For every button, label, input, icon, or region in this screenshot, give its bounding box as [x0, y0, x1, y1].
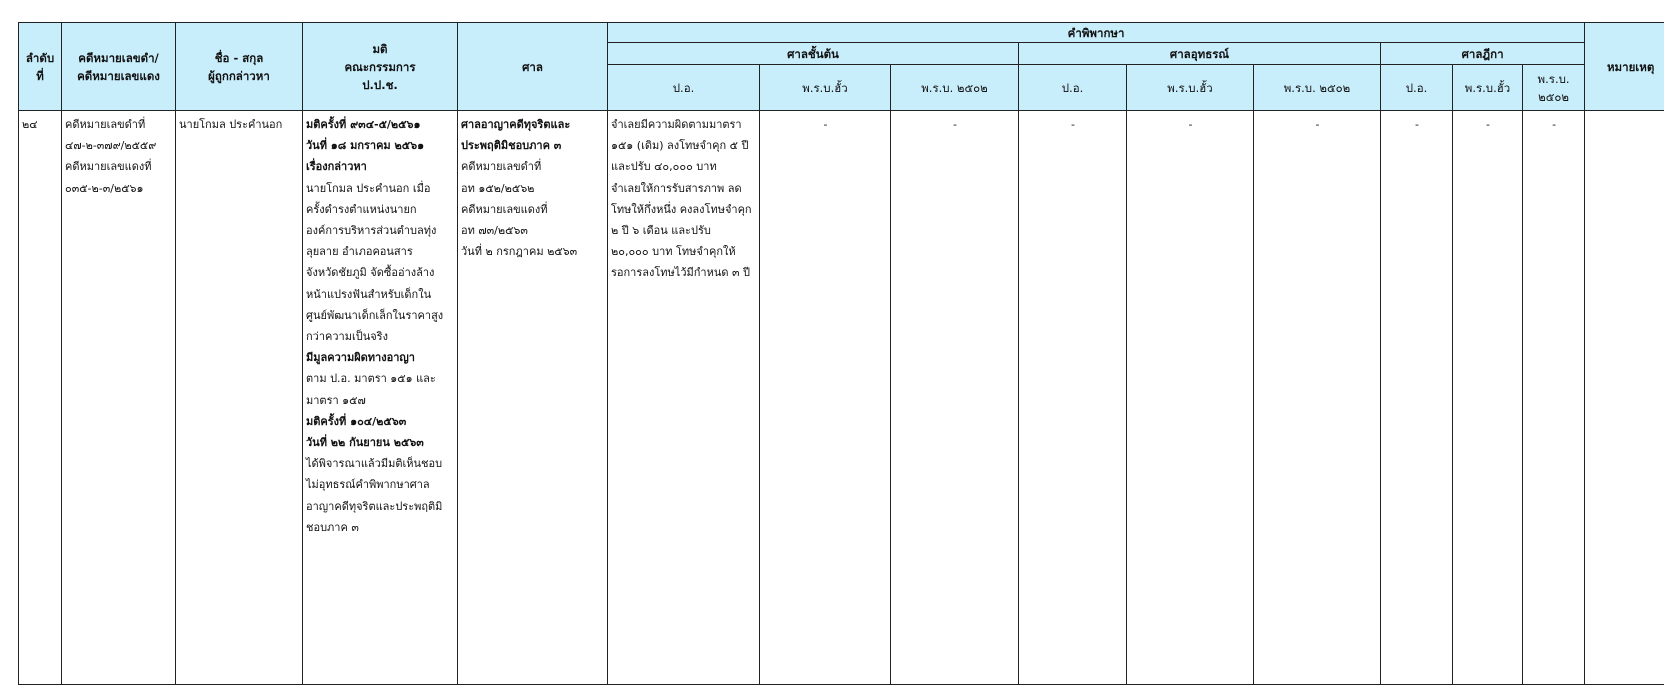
- header-first-po: ป.อ.: [608, 65, 760, 111]
- resolution-line: มีมูลความผิดทางอาญา: [306, 351, 415, 365]
- court-line: คดีหมายเลขดำที่: [461, 160, 542, 174]
- table-row: [19, 111, 1664, 685]
- header-appeal-pr-2502: พ.ร.บ. ๒๕๐๒: [1254, 65, 1381, 111]
- cell-resolution: [303, 111, 458, 685]
- resolution-line: ครั้งดำรงตำแหน่งนายก: [306, 202, 417, 216]
- cell-appeal-po: -: [1019, 111, 1127, 685]
- court-line: ศาลอาญาคดีทุจริตและ: [461, 118, 571, 131]
- cell-appeal-pr-2502: -: [1254, 111, 1381, 685]
- resolution-line: จังหวัดชัยภูมิ จัดซื้ออ่างล้าง: [306, 266, 435, 280]
- resolution-line: ศูนย์พัฒนาเด็กเล็กในราคาสูง: [306, 308, 444, 322]
- resolution-line: นายโกมล ประคำนอก เมื่อ: [306, 181, 431, 195]
- header-supreme-pr-2502: พ.ร.บ. ๒๕๐๒: [1523, 65, 1585, 111]
- resolution-line: วันที่ ๒๒ กันยายน ๒๕๖๓: [306, 436, 424, 450]
- header-resolution: มติ คณะกรรมการ ป.ป.ช.: [303, 23, 458, 111]
- header-appeal: ศาลอุทธรณ์: [1019, 43, 1381, 65]
- cell-appeal-pr-bu: -: [1127, 111, 1254, 685]
- resolution-line: เรื่องกล่าวหา: [306, 160, 367, 174]
- resolution-line: องค์การบริหารส่วนตำบลทุ่ง: [306, 224, 437, 238]
- header-judgment: คำพิพากษา: [608, 23, 1585, 43]
- judgment-table: [18, 22, 1664, 685]
- resolution-line: อาญาคดีทุจริตและประพฤติมิ: [306, 499, 443, 513]
- cell-supreme-pr-2502: -: [1523, 111, 1585, 685]
- court-line: อท ๗๓/๒๕๖๓: [461, 224, 528, 238]
- header-first-pr-2502: พ.ร.บ. ๒๕๐๒: [891, 65, 1019, 111]
- cell-first-pr-bu: -: [760, 111, 891, 685]
- header-first-instance: ศาลชั้นต้น: [608, 43, 1019, 65]
- resolution-line: มติครั้งที่ ๙๓๔-๕/๒๕๖๑: [306, 118, 421, 131]
- cell-name: นายโกมล ประคำนอก: [176, 111, 303, 685]
- cell-case-no: คดีหมายเลขดำที่ ๔๗-๒-๓๗๙/๒๕๕๙ คดีหมายเลขแดงที่ ๐๓๕-๒-๓/๒๕๖๑: [62, 111, 176, 685]
- header-remarks: หมายเหตุ: [1585, 23, 1664, 111]
- cell-first-po: จำเลยมีความผิดตามมาตรา ๑๕๑ (เดิม) ลงโทษจำคุก ๕ ปี และปรับ ๔๐,๐๐๐ บาท จำเลยให้การรับสารภาพ ลด โทษให้กึ่งหนึ่ง คงลงโทษจำคุก ๒ ปี ๖ เดือน และปรับ ๒๐,๐๐๐ บาท โทษจำคุกให้ รอการลงโทษไว้มีกำหนด ๓ ปี: [608, 111, 760, 685]
- resolution-line: ตาม ป.อ. มาตรา ๑๕๑ และ: [306, 372, 436, 386]
- header-name: ชื่อ - สกุล ผู้ถูกกล่าวหา: [176, 23, 303, 111]
- court-line: อท ๑๕๒/๒๕๖๒: [461, 181, 535, 195]
- header-first-pr-bu: พ.ร.บ.ฮั้ว: [760, 65, 891, 111]
- resolution-line: มาตรา ๑๕๗: [306, 393, 366, 407]
- resolution-line: ไม่อุทธรณ์คำพิพากษาศาล: [306, 478, 430, 492]
- header-supreme: ศาลฎีกา: [1381, 43, 1585, 65]
- cell-seq: ๒๔: [19, 111, 62, 685]
- court-line: คดีหมายเลขแดงที่: [461, 202, 548, 216]
- resolution-line: หน้าแปรงฟันสำหรับเด็กใน: [306, 287, 432, 301]
- resolution-line: กว่าความเป็นจริง: [306, 330, 388, 344]
- resolution-line: วันที่ ๑๘ มกราคม ๒๕๖๑: [306, 139, 425, 153]
- cell-court: [458, 111, 608, 685]
- resolution-line: ลุยลาย อำเภอคอนสาร: [306, 245, 413, 259]
- header-appeal-pr-bu: พ.ร.บ.ฮั้ว: [1127, 65, 1254, 111]
- header-supreme-po: ป.อ.: [1381, 65, 1453, 111]
- resolution-line: ชอบภาค ๓: [306, 520, 359, 534]
- court-line: วันที่ ๒ กรกฎาคม ๒๕๖๓: [461, 245, 578, 259]
- cell-supreme-po: -: [1381, 111, 1453, 685]
- court-line: ประพฤติมิชอบภาค ๓: [461, 139, 562, 153]
- resolution-line: ได้พิจารณาแล้วมีมติเห็นชอบ: [306, 457, 443, 471]
- header-appeal-po: ป.อ.: [1019, 65, 1127, 111]
- resolution-line: มติครั้งที่ ๑๐๔/๒๕๖๓: [306, 414, 407, 428]
- header-seq: ลำดับ ที่: [19, 23, 62, 111]
- cell-remarks: [1585, 111, 1664, 685]
- cell-first-pr-2502: -: [891, 111, 1019, 685]
- header-supreme-pr-bu: พ.ร.บ.ฮั้ว: [1453, 65, 1523, 111]
- header-case-no: คดีหมายเลขดำ/ คดีหมายเลขแดง: [62, 23, 176, 111]
- cell-supreme-pr-bu: -: [1453, 111, 1523, 685]
- header-court: ศาล: [458, 23, 608, 111]
